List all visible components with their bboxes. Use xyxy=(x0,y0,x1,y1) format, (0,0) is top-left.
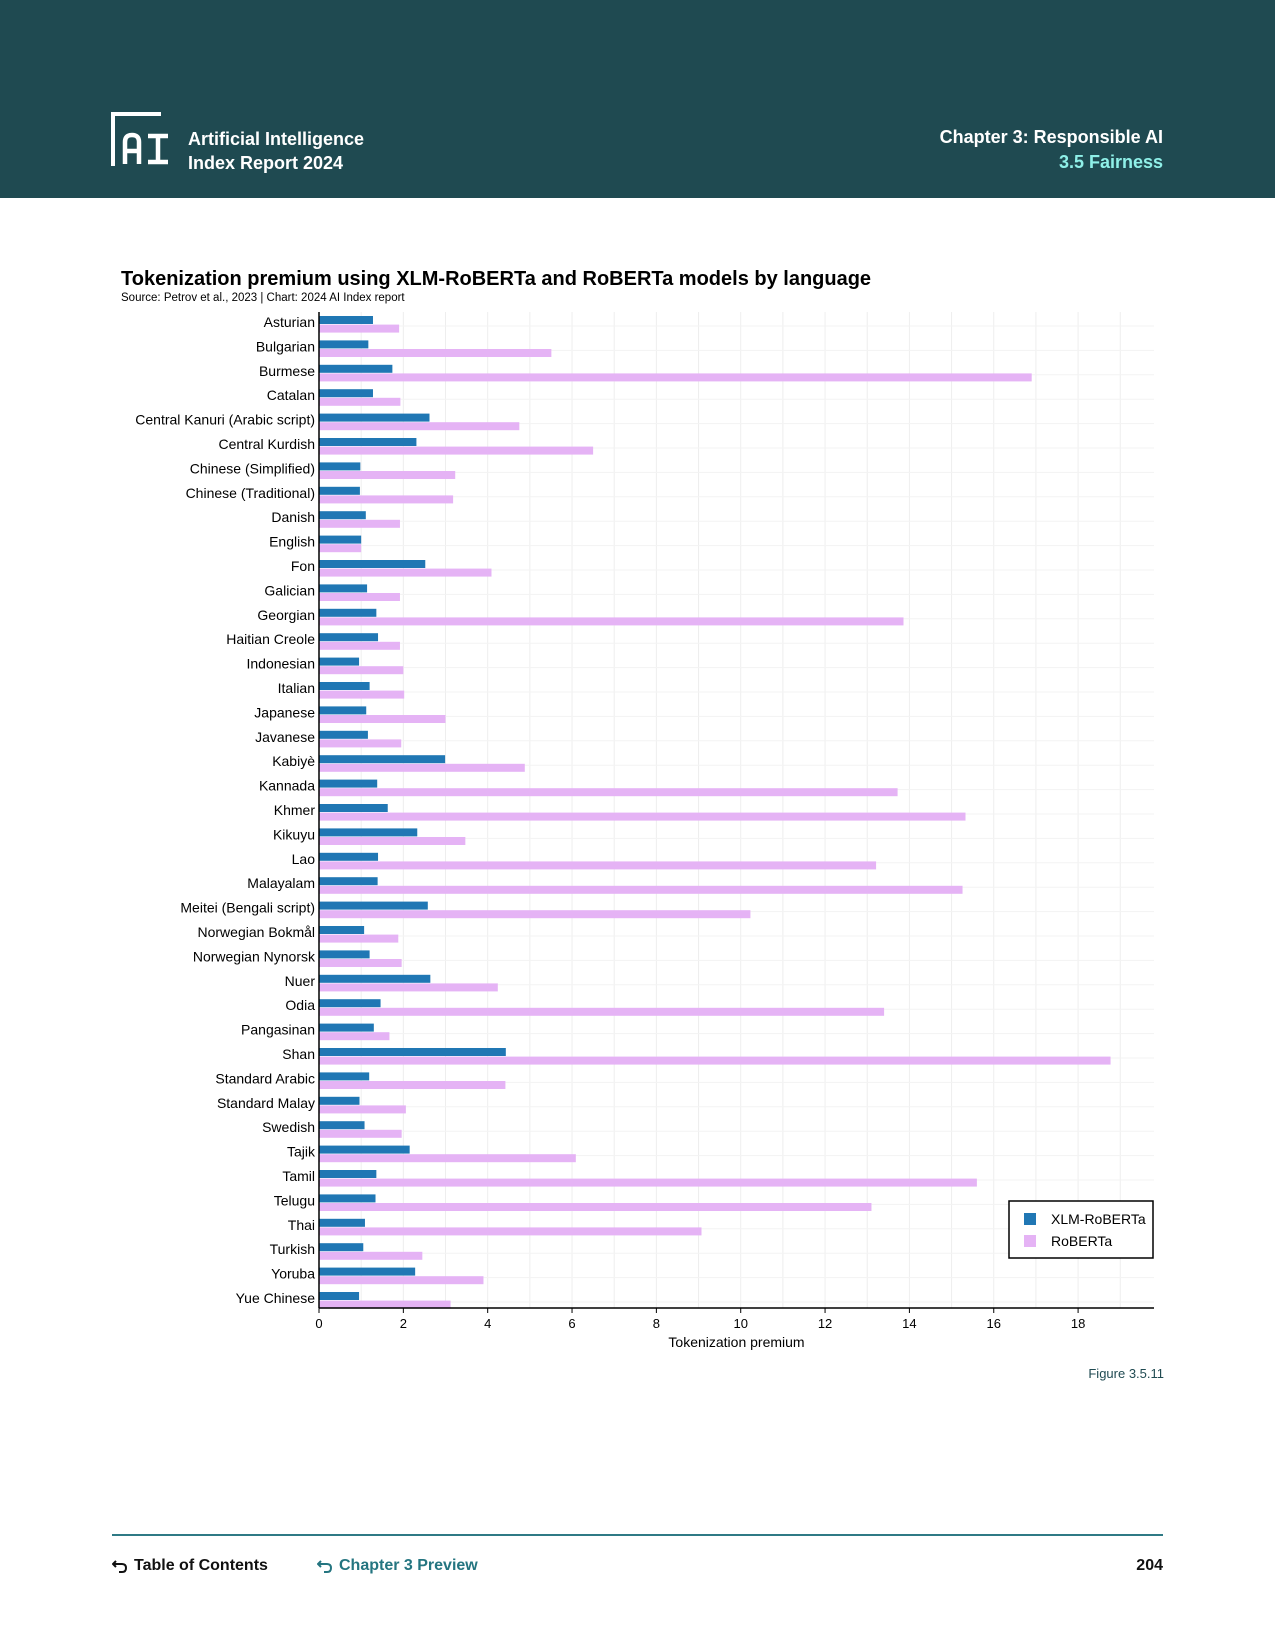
xlm-roberta-bar xyxy=(319,780,377,788)
xlm-roberta-bar xyxy=(319,828,417,836)
category-label: Tajik xyxy=(286,1143,315,1160)
chapter-preview-link[interactable] xyxy=(317,1557,478,1575)
roberta-bar xyxy=(319,471,455,479)
roberta-bar xyxy=(319,1032,389,1040)
xlm-roberta-bar xyxy=(319,633,378,641)
xlm-roberta-bar xyxy=(319,1268,415,1276)
return-arrow-icon xyxy=(317,1558,333,1574)
xlm-roberta-bar xyxy=(319,731,368,739)
roberta-bar xyxy=(319,1252,422,1260)
x-tick-label: 2 xyxy=(399,1316,407,1331)
category-label: Bulgarian xyxy=(255,338,315,355)
xlm-roberta-bar xyxy=(319,609,376,617)
chapter-preview-label: Chapter 3 Preview xyxy=(339,1557,478,1574)
roberta-bar xyxy=(319,1105,406,1113)
category-label: Galician xyxy=(264,582,315,599)
category-label: Central Kanuri (Arabic script) xyxy=(135,411,315,428)
roberta-bar xyxy=(319,910,750,918)
category-label: Central Kurdish xyxy=(218,436,315,452)
roberta-bar xyxy=(319,398,400,406)
brand-line-2: Index Report 2024 xyxy=(188,153,344,173)
x-tick-label: 0 xyxy=(315,1316,323,1331)
roberta-bar xyxy=(319,447,593,455)
category-label: Norwegian Nynorsk xyxy=(192,948,315,965)
category-label: Tamil xyxy=(282,1168,315,1184)
category-label: Yoruba xyxy=(271,1265,315,1282)
table-of-contents-label: Table of Contents xyxy=(134,1557,268,1574)
xlm-roberta-bar xyxy=(319,365,392,373)
x-tick-label: 4 xyxy=(484,1316,492,1331)
category-label: Malayalam xyxy=(247,875,315,892)
xlm-roberta-bar xyxy=(319,414,429,422)
xlm-roberta-bar xyxy=(319,1097,359,1105)
roberta-bar xyxy=(319,886,963,894)
xlm-roberta-bar xyxy=(319,1072,369,1080)
roberta-bar xyxy=(319,1154,576,1162)
category-label: Lao xyxy=(291,850,315,867)
brand-line-1: Artificial Intelligence xyxy=(188,129,365,149)
xlm-roberta-bar xyxy=(319,1024,374,1032)
figure-label: Figure 3.5.11 xyxy=(1088,1366,1164,1381)
category-label: Javanese xyxy=(255,728,315,745)
category-label: Indonesian xyxy=(246,655,315,672)
x-tick-label: 6 xyxy=(568,1316,576,1331)
category-label: Telugu xyxy=(273,1192,315,1209)
roberta-bar xyxy=(319,788,898,796)
category-label: Meitei (Bengali script) xyxy=(180,899,315,916)
xlm-roberta-bar xyxy=(319,706,366,714)
xlm-roberta-bar xyxy=(319,1219,365,1227)
x-tick-label: 16 xyxy=(986,1316,1001,1331)
roberta-bar xyxy=(319,1057,1111,1065)
legend-label: RoBERTa xyxy=(1051,1233,1113,1249)
xlm-roberta-bar xyxy=(319,975,430,983)
roberta-bar xyxy=(319,935,398,943)
chapter-title: Chapter 3: Responsible AI xyxy=(939,127,1163,147)
xlm-roberta-bar xyxy=(319,560,425,568)
roberta-bar xyxy=(319,983,498,991)
category-label: Standard Arabic xyxy=(215,1070,315,1087)
xlm-roberta-bar xyxy=(319,536,361,544)
roberta-bar xyxy=(319,325,399,333)
roberta-bar xyxy=(319,373,1032,381)
roberta-bar xyxy=(319,1276,483,1284)
category-label: Yue Chinese xyxy=(235,1290,315,1306)
category-label: Japanese xyxy=(254,704,315,721)
category-label: Haitian Creole xyxy=(226,631,315,648)
x-tick-label: 12 xyxy=(817,1316,833,1331)
x-tick-label: 18 xyxy=(1070,1316,1086,1331)
roberta-bar xyxy=(319,959,402,967)
category-label: Shan xyxy=(282,1046,315,1062)
xlm-roberta-bar xyxy=(319,487,360,495)
page-number: 204 xyxy=(1136,1557,1163,1574)
category-label: Kabiyè xyxy=(272,753,315,770)
xlm-roberta-bar xyxy=(319,1146,410,1154)
return-arrow-icon xyxy=(112,1558,128,1574)
category-label: Kannada xyxy=(258,777,315,794)
category-label: Danish xyxy=(271,509,315,526)
category-label: Standard Malay xyxy=(216,1094,315,1111)
roberta-bar xyxy=(319,1008,884,1016)
xlm-roberta-bar xyxy=(319,950,370,958)
category-label: Pangasinan xyxy=(241,1021,315,1038)
category-label: Nuer xyxy=(284,972,315,989)
roberta-bar xyxy=(319,1130,402,1138)
xlm-roberta-bar xyxy=(319,853,378,861)
category-label: Catalan xyxy=(266,387,315,404)
category-label: Fon xyxy=(290,558,315,574)
roberta-bar xyxy=(319,520,400,528)
xlm-roberta-bar xyxy=(319,340,368,348)
category-label: Georgian xyxy=(257,606,315,623)
category-label: Turkish xyxy=(269,1241,315,1258)
roberta-bar xyxy=(319,422,519,430)
category-label: English xyxy=(269,533,315,550)
xlm-roberta-bar xyxy=(319,682,370,690)
chart-source: Source: Petrov et al., 2023 | Chart: 2024 AI Index report xyxy=(121,292,405,304)
roberta-bar xyxy=(319,617,904,625)
roberta-bar xyxy=(319,764,525,772)
xlm-roberta-bar xyxy=(319,877,378,885)
xlm-roberta-bar xyxy=(319,584,367,592)
category-label: Swedish xyxy=(262,1119,315,1136)
xlm-roberta-bar xyxy=(319,1048,506,1056)
xlm-roberta-bar xyxy=(319,1292,359,1300)
xlm-roberta-bar xyxy=(319,389,373,397)
xlm-roberta-bar xyxy=(319,999,381,1007)
roberta-bar xyxy=(319,544,361,552)
xlm-roberta-bar xyxy=(319,755,445,763)
roberta-bar xyxy=(319,1179,977,1187)
x-tick-label: 10 xyxy=(733,1316,748,1331)
roberta-bar xyxy=(319,861,876,869)
category-label: Italian xyxy=(277,680,315,696)
roberta-bar xyxy=(319,593,400,601)
category-label: Thai xyxy=(287,1216,315,1233)
legend-swatch xyxy=(1024,1235,1036,1247)
roberta-bar xyxy=(319,642,400,650)
footer-divider xyxy=(112,1534,1163,1536)
xlm-roberta-bar xyxy=(319,1243,363,1251)
roberta-bar xyxy=(319,349,551,357)
xlm-roberta-bar xyxy=(319,1170,376,1178)
category-label: Odia xyxy=(285,997,315,1014)
legend-swatch xyxy=(1024,1213,1036,1225)
roberta-bar xyxy=(319,1081,505,1089)
category-label: Chinese (Simplified) xyxy=(189,460,315,477)
xlm-roberta-bar xyxy=(319,462,360,470)
xlm-roberta-bar xyxy=(319,438,416,446)
category-label: Asturian xyxy=(263,314,315,330)
section-title: 3.5 Fairness xyxy=(1058,152,1163,172)
category-label: Chinese (Traditional) xyxy=(185,484,315,501)
roberta-bar xyxy=(319,1227,701,1235)
roberta-bar xyxy=(319,666,403,674)
roberta-bar xyxy=(319,813,965,821)
xlm-roberta-bar xyxy=(319,511,366,519)
category-label: Kikuyu xyxy=(272,826,315,843)
roberta-bar xyxy=(319,495,453,503)
roberta-bar xyxy=(319,739,401,747)
x-tick-label: 8 xyxy=(652,1316,660,1331)
x-tick-label: 14 xyxy=(902,1316,917,1331)
roberta-bar xyxy=(319,569,491,577)
xlm-roberta-bar xyxy=(319,316,373,324)
xlm-roberta-bar xyxy=(319,658,359,666)
xlm-roberta-bar xyxy=(319,926,364,934)
xlm-roberta-bar xyxy=(319,1121,365,1129)
chart-title: Tokenization premium using XLM-RoBERTa and RoBERTa models by language xyxy=(121,268,872,290)
roberta-bar xyxy=(319,715,446,723)
roberta-bar xyxy=(319,1203,871,1211)
xlm-roberta-bar xyxy=(319,1194,376,1202)
legend-box xyxy=(1009,1201,1153,1258)
table-of-contents-link[interactable] xyxy=(112,1557,268,1575)
category-label: Burmese xyxy=(258,362,315,379)
category-label: Khmer xyxy=(273,802,315,818)
xlm-roberta-bar xyxy=(319,804,388,812)
x-axis-label: Tokenization premium xyxy=(668,1334,805,1350)
category-label: Norwegian Bokmål xyxy=(197,924,315,940)
roberta-bar xyxy=(319,837,465,845)
xlm-roberta-bar xyxy=(319,902,428,910)
legend-label: XLM-RoBERTa xyxy=(1051,1211,1146,1227)
roberta-bar xyxy=(319,691,404,699)
